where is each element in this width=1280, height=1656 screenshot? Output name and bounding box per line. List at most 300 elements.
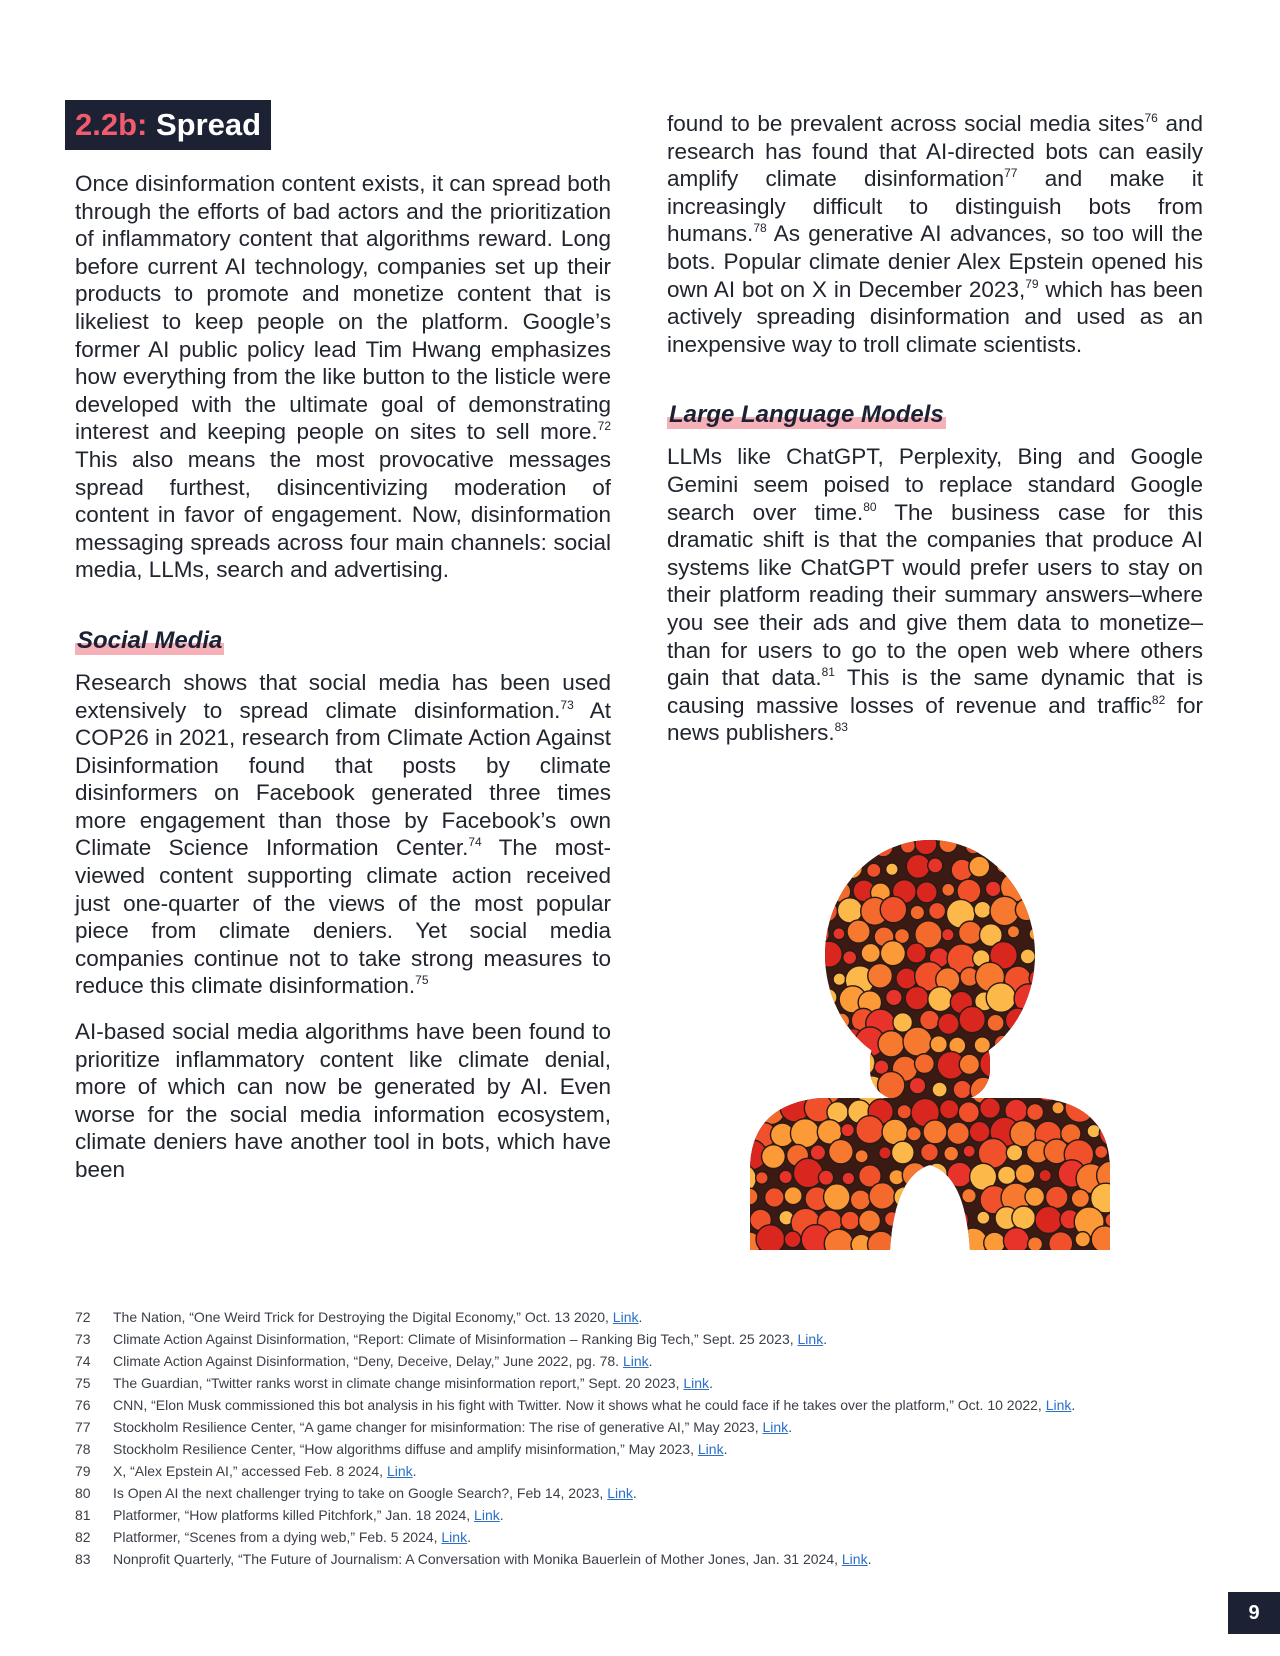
footnote-number: 76: [75, 1397, 91, 1413]
footnote-row: [75, 1350, 1205, 1372]
collage-dot: [742, 1056, 758, 1072]
collage-dot: [793, 1158, 822, 1187]
footnote-number: 77: [75, 1419, 91, 1435]
collage-dot: [819, 989, 837, 1007]
collage-dot: [1061, 995, 1075, 1009]
collage-dot: [1091, 1010, 1117, 1036]
footnote-number: 72: [75, 1309, 91, 1325]
collage-dot: [944, 1146, 959, 1161]
collage-dot: [733, 1213, 747, 1227]
paragraph-text: This also means the most provocative messages spread furthest, disincentivizing moderation of content in favor of engagement. Now, disinformation messaging spreads across four main channels: social media, LLMs, search and advertising.: [75, 446, 611, 583]
collage-dot: [986, 983, 1016, 1013]
collage-dot: [919, 1189, 933, 1203]
collage-dot: [784, 1011, 801, 1028]
collage-dot: [741, 1188, 758, 1205]
footnote-row: [75, 1328, 1205, 1350]
collage-dot: [1083, 857, 1103, 877]
collage-dot: [962, 1188, 977, 1203]
collage-dot: [1119, 1062, 1131, 1074]
footnote-link[interactable]: Link: [607, 1485, 633, 1501]
collage-dot: [793, 1032, 816, 1055]
collage-dot: [818, 1170, 833, 1185]
footnote-number: 75: [75, 1375, 91, 1391]
footnote-citation: Stockholm Resilience Center, “A game changer for misinformation: The rise of generative AI,” May 2023,: [113, 1419, 763, 1435]
collage-dot: [947, 1162, 972, 1187]
collage-dot: [1025, 1187, 1045, 1207]
collage-dot: [1035, 1206, 1062, 1233]
collage-dot: [800, 907, 814, 921]
collage-dot: [867, 863, 881, 877]
paragraph-text: The most-viewed content supporting climate action received just one-quarter of the views of the most popular piece from climate deniers. Yet social media companies continue not to take strong measures to reduce this climate disinformation.: [75, 835, 611, 999]
collage-dot: [785, 1055, 805, 1075]
collage-dot: [1058, 947, 1077, 966]
collage-dot: [906, 943, 926, 963]
footnote-text: X, “Alex Epstein AI,” accessed Feb. 8 2024, Link.: [113, 1463, 417, 1479]
collage-dot: [907, 1127, 921, 1141]
collage-dot: [905, 986, 928, 1009]
paragraph-spread-intro: [75, 170, 611, 584]
footnote-text: The Guardian, “Twitter ranks worst in climate change misinformation report,” Sept. 20 2023, Link.: [113, 1375, 713, 1391]
collage-dot: [841, 1123, 854, 1136]
collage-dot: [842, 1172, 855, 1185]
collage-dot: [924, 1207, 946, 1229]
collage-dot: [752, 904, 772, 924]
collage-dot: [837, 898, 862, 923]
collage-dot: [869, 1183, 895, 1209]
collage-dot: [1124, 1116, 1140, 1142]
collage-dot: [1034, 856, 1057, 879]
collage-dot: [1119, 1102, 1134, 1117]
collage-dot: [854, 842, 868, 856]
collage-dot: [756, 1225, 785, 1254]
footnote-link[interactable]: Link: [622, 1353, 649, 1369]
collage-dot: [1072, 925, 1085, 938]
footnote-row: [75, 1482, 1205, 1504]
collage-dot: [959, 1006, 985, 1032]
collage-dot: [738, 921, 765, 948]
collage-dot: [754, 1079, 767, 1092]
collage-dot: [753, 991, 768, 1006]
collage-dot: [1113, 879, 1134, 900]
footnote-number: 74: [75, 1353, 91, 1369]
collage-dot: [958, 1102, 979, 1123]
collage-dot: [1003, 1055, 1021, 1073]
collage-dot: [843, 951, 857, 965]
collage-dot: [1107, 1078, 1122, 1093]
footnote-link[interactable]: Link: [683, 1375, 710, 1391]
collage-dot: [1071, 1189, 1089, 1207]
collage-dot: [767, 966, 784, 983]
collage-dot: [762, 1145, 786, 1169]
collage-dot: [980, 1098, 1001, 1119]
collage-dot: [727, 1035, 749, 1057]
collage-dot: [1003, 1228, 1029, 1254]
collage-dot: [740, 880, 760, 900]
footnote-citation: Climate Action Against Disinformation, “Report: Climate of Misinformation – Ranking Big Tech,” Sept. 25 2023,: [113, 1331, 798, 1347]
collage-dot: [1121, 985, 1140, 1010]
footnote-link[interactable]: Link: [697, 1441, 724, 1457]
subhead-llms: Large Language Models: [669, 401, 944, 429]
section-title: [65, 100, 271, 150]
collage-dot: [985, 881, 1001, 897]
collage-dot: [830, 1052, 854, 1076]
collage-dot: [1029, 969, 1047, 987]
collage-dot: [720, 1191, 733, 1204]
paragraph-text: As generative AI advances, so too will the bots. Popular climate denier Alex Epstein opened his own AI bot on X in December 2023,: [667, 221, 1203, 302]
collage-dot: [923, 1120, 947, 1144]
collage-dot: [1125, 1034, 1140, 1058]
paragraph-social-media-algorithms: [75, 1018, 611, 1184]
collage-dot: [1124, 1166, 1140, 1190]
footnote-text: The Nation, “One Weird Trick for Destroying the Digital Economy,” Oct. 13 2020, Link.: [113, 1309, 643, 1325]
silhouette-icon: [720, 840, 1140, 1260]
footnote-citation: Platformer, “How platforms killed Pitchfork,” Jan. 18 2024,: [113, 1507, 475, 1523]
collage-dot: [942, 929, 954, 941]
collage-dot: [779, 1170, 792, 1183]
collage-dot: [1094, 1102, 1108, 1116]
collage-dot: [932, 1082, 947, 1097]
collage-dot: [1085, 1036, 1106, 1057]
collage-dot: [894, 1187, 915, 1208]
collage-dot: [965, 840, 981, 854]
collage-dot: [803, 840, 827, 858]
collage-dot: [756, 1172, 768, 1184]
footnote-row: [75, 1306, 1205, 1328]
footnote-text: Stockholm Resilience Center, “A game changer for misinformation: The rise of generative AI,” May 2023, Link.: [113, 1419, 793, 1435]
collage-dot: [1087, 1124, 1101, 1138]
collage-dot: [741, 840, 761, 853]
footnote-text: Platformer, “Scenes from a dying web,” Feb. 5 2024, Link.: [113, 1529, 471, 1545]
collage-dot: [959, 1054, 979, 1074]
collage-dot: [720, 1053, 738, 1074]
collage-dot: [878, 1031, 904, 1057]
collage-dot: [1049, 1232, 1073, 1256]
footnote-ref[interactable]: 74: [468, 835, 482, 850]
collage-dot: [1053, 882, 1070, 899]
footnote-number: 82: [75, 1529, 91, 1545]
footnote-link[interactable]: Link: [386, 1463, 413, 1479]
footnote-number: 79: [75, 1463, 91, 1479]
collage-dot: [879, 1147, 891, 1159]
collage-dot: [868, 963, 893, 988]
collage-dot: [1069, 966, 1096, 993]
footnote-row: [75, 1548, 1205, 1570]
collage-dot: [1116, 1149, 1131, 1164]
footnote-link[interactable]: Link: [762, 1419, 789, 1435]
footnote-ref[interactable]: 80: [863, 499, 877, 514]
collage-dot: [915, 840, 937, 855]
collage-dot: [994, 1035, 1010, 1051]
footnote-number: 81: [75, 1507, 91, 1523]
collage-dot: [833, 973, 846, 986]
collage-dot: [816, 854, 839, 877]
page-number: 9: [1228, 1592, 1280, 1634]
collage-dot: [781, 840, 805, 858]
section-name: Spread: [155, 107, 262, 142]
collage-dot: [1111, 1010, 1138, 1037]
collage-dot: [1036, 899, 1063, 926]
collage-dot: [748, 856, 770, 878]
collage-dot: [947, 1122, 969, 1144]
collage-dot: [765, 1058, 786, 1079]
footnote-text: Nonprofit Quarterly, “The Future of Journalism: A Conversation with Monika Bauerlein of Mother Jones, Jan. 31 2024, Link.: [113, 1551, 872, 1567]
footnote-ref[interactable]: 78: [753, 221, 767, 236]
collage-dot: [1093, 840, 1110, 856]
collage-dot: [1095, 925, 1109, 939]
footnote-text: Platformer, “How platforms killed Pitchfork,” Jan. 18 2024, Link.: [113, 1507, 504, 1523]
collage-dot: [1039, 1169, 1051, 1181]
footnote-row: [75, 1504, 1205, 1526]
collage-dot: [1075, 1232, 1090, 1247]
collage-dot: [810, 882, 830, 902]
collage-dot: [868, 1231, 895, 1258]
collage-dot: [761, 924, 781, 944]
footnote-citation: Platformer, “Scenes from a dying web,” Feb. 5 2024,: [113, 1529, 442, 1545]
collage-dot: [1029, 1056, 1050, 1077]
collage-dot: [1103, 1029, 1128, 1054]
collage-dot: [727, 941, 755, 969]
collage-dot: [987, 1014, 1004, 1031]
footnote-ref[interactable]: 75: [415, 973, 429, 988]
footnote-text: Stockholm Resilience Center, “How algorithms diffuse and amplify misinformation,” May 2023, Link.: [113, 1441, 728, 1457]
collage-dot: [787, 971, 803, 987]
collage-dot: [930, 1036, 947, 1053]
collage-dot: [808, 1056, 829, 1077]
footnote-row: [75, 1372, 1205, 1394]
footnote-link[interactable]: Link: [797, 1331, 824, 1347]
footnote-link[interactable]: Link: [841, 1551, 868, 1567]
collage-dot: [928, 987, 953, 1012]
collage-dot: [1105, 1213, 1120, 1228]
footnote-ref[interactable]: 79: [1025, 276, 1039, 291]
collage-dot: [784, 1231, 801, 1248]
collage-dot: [915, 1230, 940, 1255]
collage-dot: [1007, 926, 1019, 938]
collage-dot: [848, 1050, 875, 1077]
collage-dot: [855, 1150, 868, 1163]
footnote-citation: Nonprofit Quarterly, “The Future of Journalism: A Conversation with Monika Bauerlein of Mother Jones, Jan. 31 2024,: [113, 1551, 842, 1567]
footnote-row: [75, 1460, 1205, 1482]
collage-dot: [929, 902, 946, 919]
collage-dot: [761, 840, 784, 856]
collage-dot: [1118, 840, 1135, 857]
collage-dot: [915, 1054, 935, 1074]
collage-dot: [729, 989, 747, 1007]
paragraph-text: AI-based social media algorithms have been found to prioritize inflammatory content like climate denial, more of which can now be generated by AI. Even worse for the social media information ecosystem, climate deniers have another tool in bots, which have been: [75, 1019, 611, 1182]
collage-dot: [775, 861, 791, 877]
paragraph-text: Once disinformation content exists, it can spread both through the efforts of bad actors and the prioritization of inflammatory content that algorithms reward. Long before current AI technology, companies set up their products to promote and monetize content that is likeliest to keep people on the platform. Google’s former AI public policy lead Tim Hwang emphasizes how everything from the like button to the listicle were developed with the ultimate goal of demonstrating interest and keeping people on sites to sell more.: [75, 171, 611, 445]
footnote-link[interactable]: Link: [612, 1309, 639, 1325]
collage-dot: [817, 1033, 838, 1054]
collage-dot: [1027, 1104, 1044, 1121]
collage-dot: [720, 880, 735, 895]
collage-dot: [920, 1010, 940, 1030]
collage-dot: [1095, 1057, 1115, 1077]
paragraph-text: found to be prevalent across social media sites: [667, 111, 1145, 136]
footnote-number: 73: [75, 1331, 91, 1347]
collage-dot: [773, 992, 791, 1010]
collage-dot: [969, 856, 990, 877]
collage-dot: [1048, 1054, 1075, 1081]
collage-dot: [1073, 1061, 1089, 1077]
collage-dot: [720, 1098, 736, 1115]
collage-dot: [735, 1079, 750, 1094]
collage-dot: [790, 1119, 819, 1148]
paragraph-text: At COP26 in 2021, research from Climate Action Against Disinformation found that posts by climate disinformers on Facebook generated three times more engagement than those by Facebook’s own Climate Science Information Center.: [75, 697, 611, 861]
footnote-citation: Climate Action Against Disinformation, “Deny, Deceive, Delay,” June 2022, pg. 78.: [113, 1353, 623, 1369]
footnote-row: [75, 1526, 1205, 1548]
collage-dot: [894, 1232, 913, 1251]
paragraph-text: which has been actively spreading disinformation and used as an inexpensive way to troll climate scientists.: [667, 276, 1204, 357]
collage-dot: [884, 1212, 899, 1227]
collage-dot: [916, 882, 937, 903]
collage-dot: [878, 1072, 905, 1099]
collage-dot: [1005, 1008, 1029, 1032]
collage-dot: [799, 949, 813, 963]
footnote-row: [75, 1438, 1205, 1460]
collage-dot: [1121, 1077, 1140, 1104]
footnote-citation: Stockholm Resilience Center, “How algorithms diffuse and amplify misinformation,” May 2023,: [113, 1441, 698, 1457]
collage-dot: [1061, 1032, 1082, 1053]
collage-dot: [720, 1008, 738, 1032]
footnote-text: CNN, “Elon Musk commissioned this bot analysis in his fight with Twitter. Now it shows what he could face if he takes over the platform,” Oct. 10 2022, Link.: [113, 1397, 1076, 1413]
collage-dot: [1034, 988, 1060, 1014]
footnote-text: Climate Action Against Disinformation, “Deny, Deceive, Delay,” June 2022, pg. 78. Link.: [113, 1353, 653, 1369]
collage-dot: [765, 1188, 784, 1207]
collage-dot: [1098, 975, 1111, 988]
footnote-row: [75, 1394, 1205, 1416]
collage-dot: [736, 963, 760, 987]
collage-dot: [1066, 876, 1093, 903]
collage-dot: [1104, 991, 1124, 1011]
collage-dot: [926, 1163, 947, 1184]
collage-dot: [1046, 1186, 1068, 1208]
collage-dot: [911, 1214, 925, 1228]
collage-dot: [1015, 899, 1037, 921]
collage-dot: [935, 1226, 963, 1254]
collage-dot: [1020, 949, 1035, 964]
collage-dot: [809, 967, 826, 984]
collage-dot: [762, 877, 784, 899]
collage-dot: [974, 901, 991, 918]
section-number: 2.2b:: [75, 107, 148, 142]
collage-dot: [910, 905, 924, 919]
collage-dot: [1046, 1007, 1074, 1035]
left-column: [75, 100, 611, 1184]
collage-dot: [1030, 881, 1045, 896]
collage-dot: [946, 1209, 969, 1232]
collage-dot: [1015, 1164, 1035, 1184]
collage-dot: [800, 857, 817, 874]
figure-person-silhouette: [720, 840, 1140, 1260]
collage-dot: [847, 920, 870, 943]
footnote-ref[interactable]: 81: [821, 665, 835, 680]
collage-dot: [942, 883, 955, 896]
collage-dot: [722, 927, 735, 940]
collage-dot: [980, 1050, 1008, 1078]
collage-dot: [1052, 1102, 1064, 1114]
footnote-link[interactable]: Link: [474, 1507, 500, 1523]
collage-dot: [1123, 1208, 1140, 1231]
footnote-number: 80: [75, 1485, 91, 1501]
collage-dot: [906, 854, 930, 878]
paragraph-text: for news publishers.: [667, 692, 1203, 746]
collage-dot: [720, 1232, 738, 1250]
collage-dot: [1006, 1145, 1022, 1161]
collage-dot: [841, 1211, 860, 1230]
collage-dot: [997, 860, 1010, 873]
collage-dot: [1057, 1079, 1077, 1099]
collage-dot: [1095, 1145, 1108, 1158]
collage-dot: [1118, 925, 1136, 943]
collage-dot: [1012, 1206, 1036, 1230]
collage-dot: [789, 1075, 817, 1103]
footnote-ref[interactable]: 82: [1151, 692, 1166, 707]
collage-dot: [880, 896, 906, 922]
footnote-citation: The Nation, “One Weird Trick for Destroying the Digital Economy,” Oct. 13 2020,: [113, 1309, 613, 1325]
paragraph-llms: [667, 443, 1203, 747]
collage-dot: [921, 1143, 939, 1161]
collage-dot: [1106, 902, 1126, 922]
collage-dot: [1029, 927, 1042, 940]
collage-dot: [928, 858, 943, 873]
collage-dot: [1085, 904, 1104, 923]
collage-dot: [1124, 946, 1140, 969]
collage-dot: [1089, 873, 1117, 901]
footnote-text: Is Open AI the next challenger trying to take on Google Search?, Feb 14, 2023, Link.: [113, 1485, 637, 1501]
footnote-number: 83: [75, 1551, 91, 1567]
subhead-social-media: Social Media: [77, 626, 223, 654]
collage-dot: [744, 1103, 761, 1120]
collage-dot: [959, 921, 982, 944]
collage-dot: [824, 1184, 850, 1210]
footnote-ref[interactable]: 73: [560, 697, 574, 712]
footnote-row: [75, 1416, 1205, 1438]
footnote-text: Climate Action Against Disinformation, “Report: Climate of Misinformation – Ranking Big Tech,” Sept. 25 2023, Link.: [113, 1331, 828, 1347]
collage-dot: [720, 840, 740, 854]
footnote-link[interactable]: Link: [441, 1529, 468, 1545]
paragraph-text: This is the same dynamic that is causing massive losses of revenue and traffic: [667, 665, 1203, 718]
collage-dot: [897, 1105, 911, 1119]
collage-dot: [891, 1141, 914, 1164]
collage-dot: [1073, 1016, 1088, 1031]
collage-dot: [859, 1210, 881, 1232]
right-column: [667, 110, 1203, 747]
collage-dot: [1058, 898, 1081, 921]
collage-dot: [743, 1015, 757, 1029]
footnote-ref[interactable]: 76: [1144, 111, 1158, 125]
footnote-citation: X, “Alex Epstein AI,” accessed Feb. 8 2024,: [113, 1463, 387, 1479]
collage-dot: [909, 1077, 925, 1093]
footnote-link[interactable]: Link: [1045, 1397, 1072, 1413]
collage-dot: [728, 855, 757, 884]
collage-dot: [824, 1229, 853, 1258]
collage-dot: [1028, 1237, 1043, 1252]
collage-dot: [940, 1189, 958, 1207]
collage-dot: [1080, 1071, 1108, 1099]
collage-dot: [1111, 1186, 1137, 1212]
collage-dot: [806, 1013, 825, 1032]
collage-dot: [842, 858, 862, 878]
collage-dot: [1034, 1073, 1062, 1101]
collage-dot: [938, 1013, 959, 1034]
collage-dot: [797, 991, 810, 1004]
collage-dot: [940, 1100, 959, 1119]
footnote-ref[interactable]: 77: [1004, 166, 1018, 181]
footnote-ref[interactable]: 83: [834, 720, 848, 735]
collage-dot: [977, 1211, 990, 1224]
footnote-ref[interactable]: 72: [597, 419, 611, 434]
